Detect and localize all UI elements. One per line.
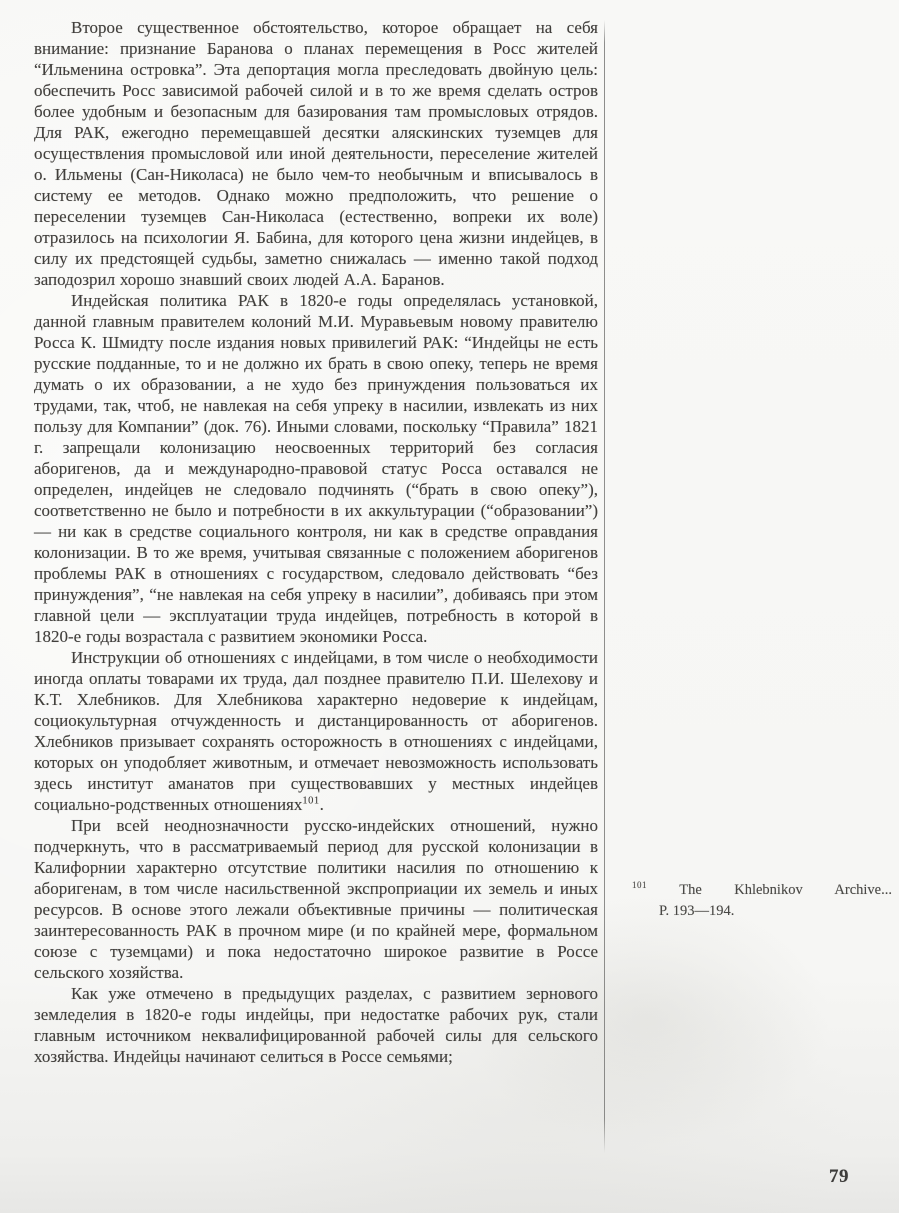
paragraph-3-tail: . <box>319 795 324 814</box>
paragraph-2: Индейская политика РАК в 1820-е годы определялась установкой, данной главным правителем колоний М.И. Муравьевым новому правителю Росса К. Шмидту после издания новых привилегий РАК: “Индейцы не есть русские подданные, то и не должно их брать в свою опеку, теперь не время думать о их образовании, а не худо без принуждения пользоваться их трудами, так, чтоб, не навлекая на себя упреку в насилии, извлекать из них пользу для Компании” (док. 76). Иными словами, поскольку “Правила” 1821 г. запрещали колонизацию неосвоенных территорий без согласия аборигенов, да и международно-правовой статус Росса оставался не определен, индейцев не следовало подчинять (“брать в свою опеку”), соответственно не было и потребности в их аккультурации (“образовании”) — ни как в средстве социального контроля, ни как в средстве оправдания колонизации. В то же время, учитывая связанные с положением аборигенов проблемы РАК в отношениях с государством, следовало действовать “без принуждения”, “не навлекая на себя упреку в насилии”, добиваясь при этом главной цели — эксплуатации труда индейцев, потребность в которой в 1820-е годы возрастала с развитием экономики Росса. <box>34 291 598 646</box>
margin-footnote <box>632 880 892 921</box>
page-number: 79 <box>829 1166 849 1187</box>
paragraph-3 <box>34 647 598 815</box>
margin-footnote-source: The Khlebnikov Archive... <box>679 882 892 898</box>
margin-footnote-page-range: P. 193—194. <box>659 902 735 919</box>
margin-divider-line <box>604 20 605 1153</box>
margin-footnote-line1 <box>632 880 892 901</box>
paragraph-4: При всей неоднозначности русско-индейских отношений, нужно подчеркнуть, что в рассматриваемый период для русской колонизации в Калифорнии характерно отсутствие политики насилия по отношению к аборигенам, в том числе насильственной экспроприации их земель и иных ресурсов. В основе этого лежали объективные причины — политическая заинтересованность РАК в прочном мире (и по крайней мере, формальном союзе с туземцами) и пока недостаточно широкое развитие в Россе сельского хозяйства. <box>34 816 598 982</box>
paragraph-5: Как уже отмечено в предыдущих разделах, с развитием зернового земледелия в 1820-е годы индейцы, при недостатке рабочих рук, стали главным источником неквалифицированной рабочей силы для сельского хозяйства. Индейцы начинают селиться в Россе семьями; <box>34 984 598 1066</box>
footnote-ref-101: 101 <box>302 795 320 807</box>
margin-footnote-ref: 101 <box>632 880 647 891</box>
paragraph-3-text: Инструкции об отношениях с индейцами, в том числе о необходимости иногда оплаты товарами их труда, дал позднее правителю П.И. Шелехову и К.Т. Хлебников. Для Хлебникова характерно недоверие к индейцам, социокультурная отчужденность и дистанцированность от аборигенов. Хлебников призывает сохранять осторожность в отношениях с индейцами, которых он уподобляет животным, и отмечает невозможность использовать здесь институт аманатов при существовавших у местных индейцев социально-родственных отношениях <box>34 648 598 814</box>
main-text-column <box>34 17 598 1067</box>
paragraph-1: Второе существенное обстоятельство, которое обращает на себя внимание: признание Баранова о планах перемещения в Росс жителей “Ильменина островка”. Эта депортация могла преследовать двойную цель: обеспечить Росс зависимой рабочей силой и в то же время сделать остров более удобным и безопасным для базирования там промысловых отрядов. Для РАК, ежегодно перемещавшей десятки аляскинских туземцев для осуществления промысловой или иной деятельности, переселение жителей о. Ильмены (Сан-Николаса) не было чем-то необычным и вписывалось в систему ее методов. Однако можно предположить, что решение о переселении туземцев Сан-Николаса (естественно, вопреки их воле) отразилось на психологии Я. Бабина, для которого цена жизни индейцев, в силу их предстоящей судьбы, заметно снижалась — именно такой подход заподозрил хорошо знавший своих людей А.А. Баранов. <box>34 18 598 289</box>
